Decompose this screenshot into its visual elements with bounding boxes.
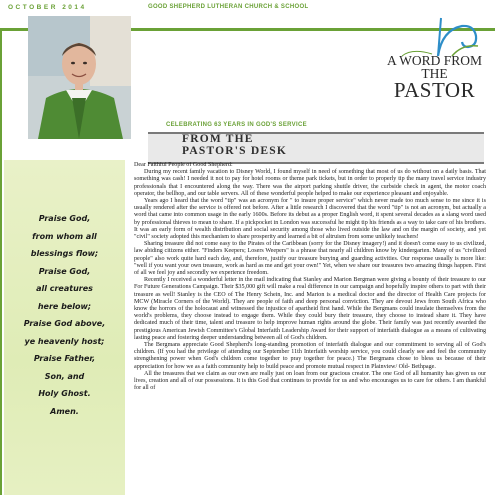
banner-title-line1: FROM THE	[182, 133, 254, 145]
church-name: GOOD SHEPHERD LUTHERAN CHURCH & SCHOOL	[148, 4, 309, 10]
pastor-photo	[28, 16, 131, 139]
doxology-line: Praise God above,	[23, 319, 106, 328]
doxology-line: Holy Ghost.	[38, 389, 91, 398]
logo-word-line: A WORD FROM THE	[386, 53, 483, 81]
pastor-letter	[134, 162, 486, 492]
doxology-line: Praise God,	[38, 266, 91, 276]
doxology-line: here below;	[37, 301, 92, 311]
doxology-line: from whom all	[32, 231, 97, 241]
issue-date: OCTOBER 2014	[8, 4, 87, 11]
letter-paragraph: Recently I received a wonderful letter in the mail indicating that Stanley and Marion Bergman were giving a bounty of their treasure to our For Future Generations Campaign. Their $35,000 gift will make a real difference in our campaign and hopefully inspire others to part with their treasure as well! Stanley is the CEO of The Henry Schein, Inc. and Marion is a medical doctor and the director of Health Care projects for MCW (Miracle Corners of the World). They are people of faith and deep personal conviction. They are devout Jews from South Africa who know the horrors of the holocaust and witnessed the injustice of apartheid first hand. While the Bergmans could insulate themselves from the world's problems, they choose instead to engage them. While they could bury their treasure, they choose to instead share it. They have dedicated much of their time, talent and treasure to help improve human rights around the globe. Their family was just recently awarded the prestigious American Jewish Committee's Global Interfaith Leadership Award for their support of interfaith dialogue as a means of cultivating lasting peace and fostering deeper understanding between all of God's children.	[134, 277, 486, 341]
anniversary-line: CELEBRATING 63 YEARS IN GOD'S SERVICE	[166, 122, 307, 128]
letter-paragraph: The Bergmans appreciate Good Shepherd's long-standing promotion of interfaith dialogue and our commitment to serving all of God's children. (If you had the privilege of attending our September 11th Interfaith worship service, you could clearly see and feel the community strengthening power when God's children come together to pray together for peace.) The Bergmans chose to bless us because of their appreciation for how we as a faith community help to build peace and promote mutual respect in Plainview/ Old- Bethpage.	[134, 342, 486, 370]
doxology-line: Praise Father,	[33, 354, 96, 363]
letter-paragraph: Sharing treasure did not come easy to the Pirates of the Caribbean (sorry for the Disney imagery!) and it doesn't come easy to us civilized, law abiding citizens either. "Finders Keepers; Losers Weepers" is a phrase that nearly all children know by kindergarten. Many of us "civilized people" also work quite hard each day, and, therefore, justify our treasure burying and guarding activities. Our response usually is more like: "well if you want your own treasure, work as hard as me and get your own!" Yet, when we share our treasures two amazing things happen. First of all we feel joy and secondly we experience freedom.	[134, 241, 486, 277]
letter-paragraph: During my recent family vacation to Disney World, I found myself in need of something that most of us do without on a daily basis. That something was cash! I needed it not to pay for hotel rooms or theme park tickets, but in order to properly tip the many travel service industry professionals that I encountered along the way. There was the airport parking shuttle driver, the curbside check in agent, the motor coach operator, the bellhop, and our table servers. All of these wonderful people helped to make our experience pleasant and enjoyable.	[134, 169, 486, 197]
banner-title-line2: PASTOR'S DESK	[182, 145, 287, 157]
letter-paragraph: All the treasures that we claim as our own are really just on loan from our gracious creator. The one God of all humanity has given us our lives, creation and all of our possessions. It is this God that continues to provide for us and who encourages us to care for others. I am thankful for all of	[134, 370, 486, 392]
doxology-line: blessings flow;	[30, 249, 99, 258]
doxology-line: Amen.	[50, 406, 79, 416]
doxology-line: all creatures	[36, 284, 93, 293]
left-accent-bar	[0, 31, 2, 495]
doxology-line: Son, and	[44, 371, 85, 381]
doxology-text	[4, 210, 125, 420]
doxology-line: Praise God,	[38, 214, 91, 223]
doxology-line: ye heavenly host;	[24, 336, 105, 346]
logo-pastor-line: PASTOR	[393, 78, 476, 102]
letter-salutation: Dear Faithful People of Good Shepherd:	[134, 162, 233, 168]
letter-paragraph: Years ago I heard that the word "tip" was an acronym for " to insure proper service" which never made too much sense to me since it is usually rendered after the service is offered not before. After a little research I discovered that the word "tip" is not an acronym, but actually a word that came into common usage in the early 1600s. Before its debut as a proper English word, it spent several decades as a slang word used by professional thieves to mean to share. If a pickpocket in London was successful he might tip his friends as a way to take care of his brothers. It was an early form of wealth distribution and social security among those who lived outside the law and on the margin of society, and yet "civil" society adopted this mechanism to share prosperity and learned a bit of altruism from some unlikely teachers!	[134, 198, 486, 241]
